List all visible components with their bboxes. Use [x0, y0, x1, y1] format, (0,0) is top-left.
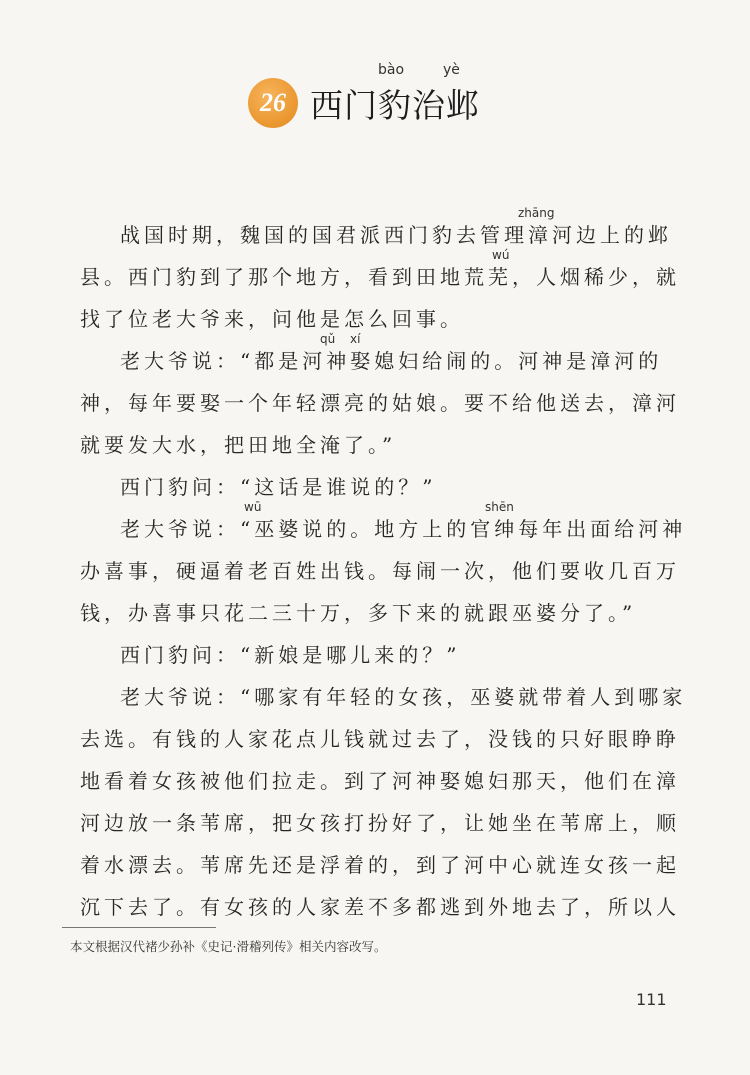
lesson-number-badge: 26 [248, 78, 298, 128]
text-line: 就要发大水，把田地全淹了。” [80, 433, 397, 457]
text-line: 老大爷说：“哪家有年轻的女孩，巫婆就带着人到哪家 [120, 685, 687, 709]
text-line: 西门豹问：“这话是谁说的？” [120, 475, 437, 499]
pinyin-annotation: wú [492, 248, 510, 262]
text-line: 河边放一条苇席，把女孩打扮好了，让她坐在苇席上，顺 [80, 811, 680, 835]
pinyin-annotation: shēn [485, 500, 514, 514]
text-line: 办喜事，硬逼着老百姓出钱。每闹一次，他们要收几百万 [80, 559, 680, 583]
page-number: 111 [636, 990, 667, 1009]
pinyin-annotation: qǔ [320, 332, 336, 346]
text-line: 沉下去了。有女孩的人家差不多都逃到外地去了，所以人 [80, 895, 680, 919]
title-pinyin-bao: bào [378, 62, 405, 78]
text-line: 着水漂去。苇席先还是浮着的，到了河中心就连女孩一起 [80, 853, 680, 877]
pinyin-annotation: wū [244, 500, 262, 514]
text-line: 神，每年要娶一个年轻漂亮的姑娘。要不给他送去，漳河 [80, 391, 680, 415]
footnote-divider [62, 927, 216, 928]
text-line: 钱，办喜事只花二三十万，多下来的就跟巫婆分了。” [80, 601, 637, 625]
text-line: 县。西门豹到了那个地方，看到田地荒芜，人烟稀少，就 [80, 265, 680, 289]
text-line: 老大爷说：“巫婆说的。地方上的官绅每年出面给河神 [120, 517, 687, 541]
footnote: 本文根据汉代褚少孙补《史记·滑稽列传》相关内容改写。 [70, 939, 387, 954]
text-line: 老大爷说：“都是河神娶媳妇给闹的。河神是漳河的 [120, 349, 663, 373]
text-line: 西门豹问：“新娘是哪儿来的？” [120, 643, 461, 667]
pinyin-annotation: xí [350, 332, 361, 346]
text-line: 战国时期，魏国的国君派西门豹去管理漳河边上的邺 [120, 223, 672, 247]
pinyin-annotation: zhāng [518, 206, 555, 220]
text-line: 去选。有钱的人家花点儿钱就过去了，没钱的只好眼睁睁 [80, 727, 680, 751]
text-line: 地看着女孩被他们拉走。到了河神娶媳妇那天，他们在漳 [80, 769, 680, 793]
title-pinyin-ye: yè [443, 62, 460, 78]
title-text: 西门豹治邺 [310, 86, 480, 125]
text-line: 找了位老大爷来，问他是怎么回事。 [80, 307, 464, 331]
